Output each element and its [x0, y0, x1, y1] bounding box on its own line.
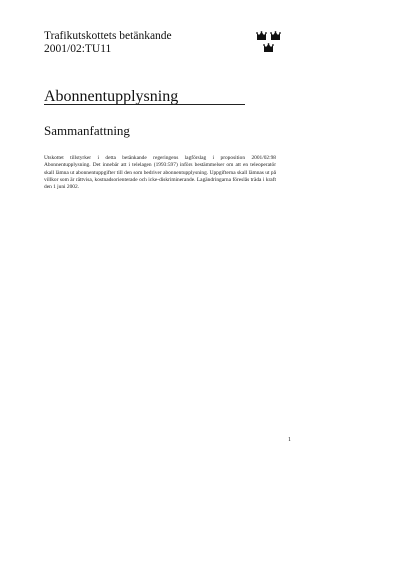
section-heading: Sammanfattning: [44, 123, 130, 138]
report-number: 2001/02:TU11: [44, 43, 112, 55]
title-underline: [44, 104, 245, 105]
committee-name: Trafikutskottets betänkande: [44, 30, 172, 42]
summary-paragraph: Utskottet tillstyrker i detta betänkande regeringens lagförslag i proposition 2001/02:98 Abonnentupplysning. Det innebär att i telelagen (1993:597) införs bestämmelser om att en teleoperatör skall lämna ut abonnentuppgifter till den som bedriver abonnentupplysning. Uppgifterna skall lämnas ut på villkor som är rättvisa, kostnadsorienterade och icke-diskriminerande. Lagändringarna föreslås träda i kraft den 1 juni 2002.: [44, 155, 276, 191]
document-title: Abonnentupplysning: [44, 88, 179, 105]
document-header: [44, 30, 172, 56]
three-crowns-icon: [256, 30, 282, 54]
page-number: 1: [288, 437, 291, 443]
